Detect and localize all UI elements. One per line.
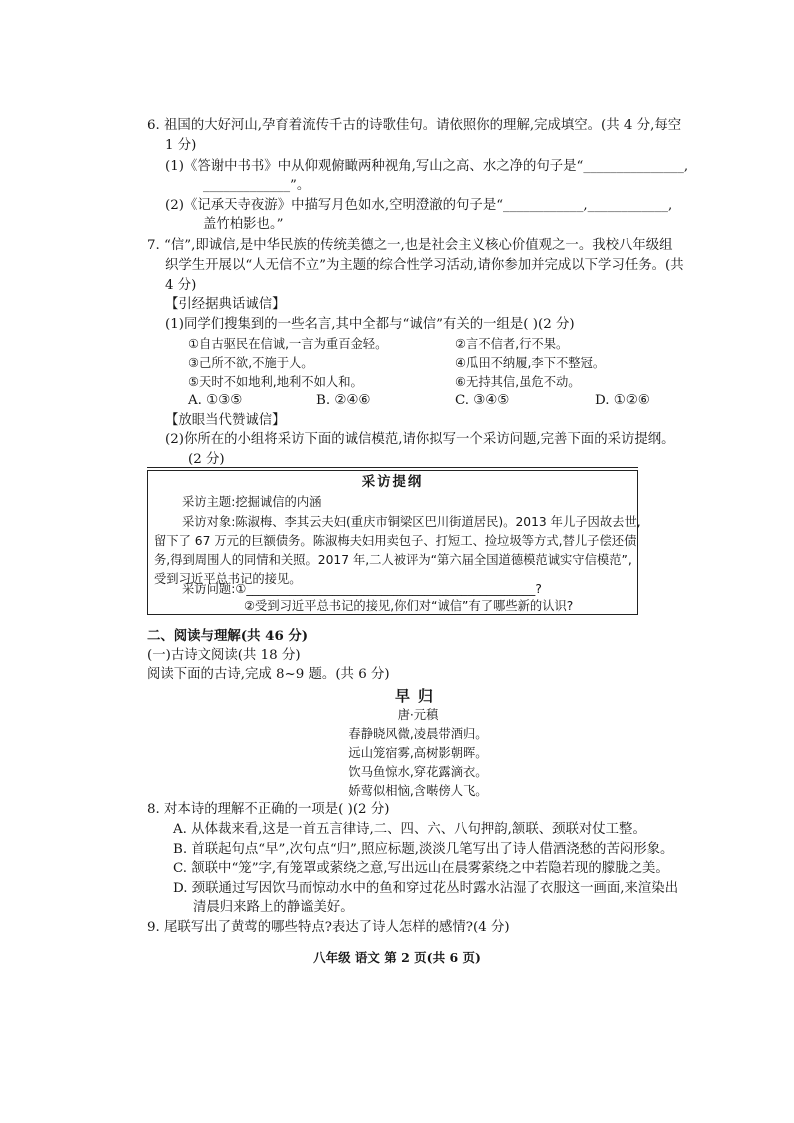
outline-target-cont1: 留下了 67 万元的巨额债务。陈淑梅夫妇用卖包子、打短工、捡垃圾等方式,替儿子偿还债 [154, 534, 637, 548]
quote-4: ④瓜田不纳履,李下不整冠。 [455, 356, 606, 370]
poem-author: 唐·元稹 [397, 708, 439, 722]
q8-option-a: A. 从体裁来看,这是一首五言律诗,二、四、六、八句押韵,颔联、颈联对仗工整。 [173, 822, 646, 837]
part2-instruction: 阅读下面的古诗,完成 8~9 题。(共 6 分) [147, 667, 390, 682]
outline-title: 采访提纲 [361, 474, 424, 490]
q9-stem: 9. 尾联写出了黄莺的哪些特点?表达了诗人怎样的感情?(4 分) [147, 920, 510, 935]
poem-title: 早归 [394, 687, 441, 705]
option-a: A. ①③⑤ [188, 393, 243, 408]
q6-stem-cont: 1 分) [165, 138, 197, 153]
poem-line-4: 娇莺似相恼,含啭傍人飞。 [348, 784, 488, 798]
q7-subquestion-2: (2)你所在的小组将采访下面的诚信模范,请你拟写一个采访问题,完善下面的采访提纲。 [165, 432, 675, 447]
q8-stem: 8. 对本诗的理解不正确的一项是( )(2 分) [147, 802, 390, 817]
option-b: B. ②④⑥ [316, 393, 371, 408]
outline-topic: 采访主题:挖掘诚信的内涵 [182, 495, 322, 509]
part2-heading: 二、阅读与理解(共 46 分) [147, 628, 309, 644]
poem-line-3: 饮马鱼惊水,穿花露滴衣。 [348, 765, 488, 779]
q7-stem-points: 4 分) [165, 278, 197, 293]
quote-3: ③己所不欲,不施于人。 [188, 356, 314, 370]
q7-subquestion-1: (1)同学们搜集到的一些名言,其中全都与“诚信”有关的一组是( )(2 分) [165, 317, 575, 332]
q7-stem-cont: 织学生开展以“人无信不立”为主题的综合性学习活动,请你参加并完成以下学习任务。(共 [165, 258, 684, 273]
q6-part1: (1)《答谢中书书》中从仰观俯瞰两种视角,写山之高、水之净的句子是“_______________, [165, 159, 689, 174]
outline-question-1: 采访问题:①_______________________________________________? [182, 582, 542, 596]
q7-section-quotes: 【引经据典话诚信】 [165, 297, 286, 312]
outline-target: 采访对象:陈淑梅、李其云夫妇(重庆市铜梁区巴川街道居民)。2013 年儿子因故去世, [182, 515, 641, 529]
outline-target-cont2: 务,得到周围人的同情和关照。2017 年,二人被评为“第六届全国道德模范诚实守信模范”, [154, 553, 632, 567]
part2-subheading: (一)古诗文阅读(共 18 分) [147, 648, 301, 663]
q8-option-b: B. 首联起句点“早”,次句点“归”,照应标题,淡淡几笔写出了诗人借酒浇愁的苦闷形象。 [173, 842, 674, 857]
option-d: D. ①②⑥ [595, 393, 650, 408]
quote-2: ②言不信者,行不果。 [455, 337, 569, 351]
poem-line-2: 远山笼宿雾,高树影朝晖。 [348, 746, 488, 760]
page-footer: 八年级 语文 第 2 页(共 6 页) [313, 950, 481, 965]
q7-stem: 7. “信”,即诚信,是中华民族的传统美德之一,也是社会主义核心价值观之一。我校八年级组 [147, 238, 673, 253]
outline-target-cont3: 受到习近平总书记的接见。 [154, 572, 302, 586]
q6-part2-cont: 盖竹柏影也。” [203, 217, 284, 232]
quote-1: ①自古驱民在信诚,一言为重百金轻。 [188, 337, 388, 351]
q6-part2: (2)《记承天寺夜游》中描写月色如水,空明澄澈的句子是“____________,____________, [165, 198, 673, 213]
quote-5: ⑤天时不如地利,地利不如人和。 [188, 375, 363, 389]
outline-question-2: ②受到习近平总书记的接见,你们对“诚信”有了哪些新的认识? [244, 599, 574, 613]
q6-stem: 6. 祖国的大好河山,孕育着流传千古的诗歌佳句。请依照你的理解,完成填空。(共 4 分,每空 [147, 118, 682, 133]
option-c: C. ③④⑤ [455, 393, 510, 408]
q8-option-c: C. 颔联中“笼”字,有笼罩或萦绕之意,写出远山在晨雾萦绕之中若隐若现的朦胧之美。 [173, 861, 669, 876]
q7-section-modern: 【放眼当代赞诚信】 [165, 413, 286, 428]
poem-line-1: 春静晓风微,凌晨带酒归。 [348, 727, 488, 741]
q7-subquestion-2-points: (2 分) [188, 452, 225, 467]
quote-6: ⑥无持其信,虽危不动。 [455, 375, 581, 389]
q8-option-d-cont: 清晨归来路上的静谧美好。 [193, 900, 354, 915]
q6-part1-cont: _____________”。 [203, 178, 311, 193]
q8-option-d: D. 颈联通过写因饮马而惊动水中的鱼和穿过花丛时露水沾湿了衣服这一画面,来渲染出 [173, 881, 679, 896]
